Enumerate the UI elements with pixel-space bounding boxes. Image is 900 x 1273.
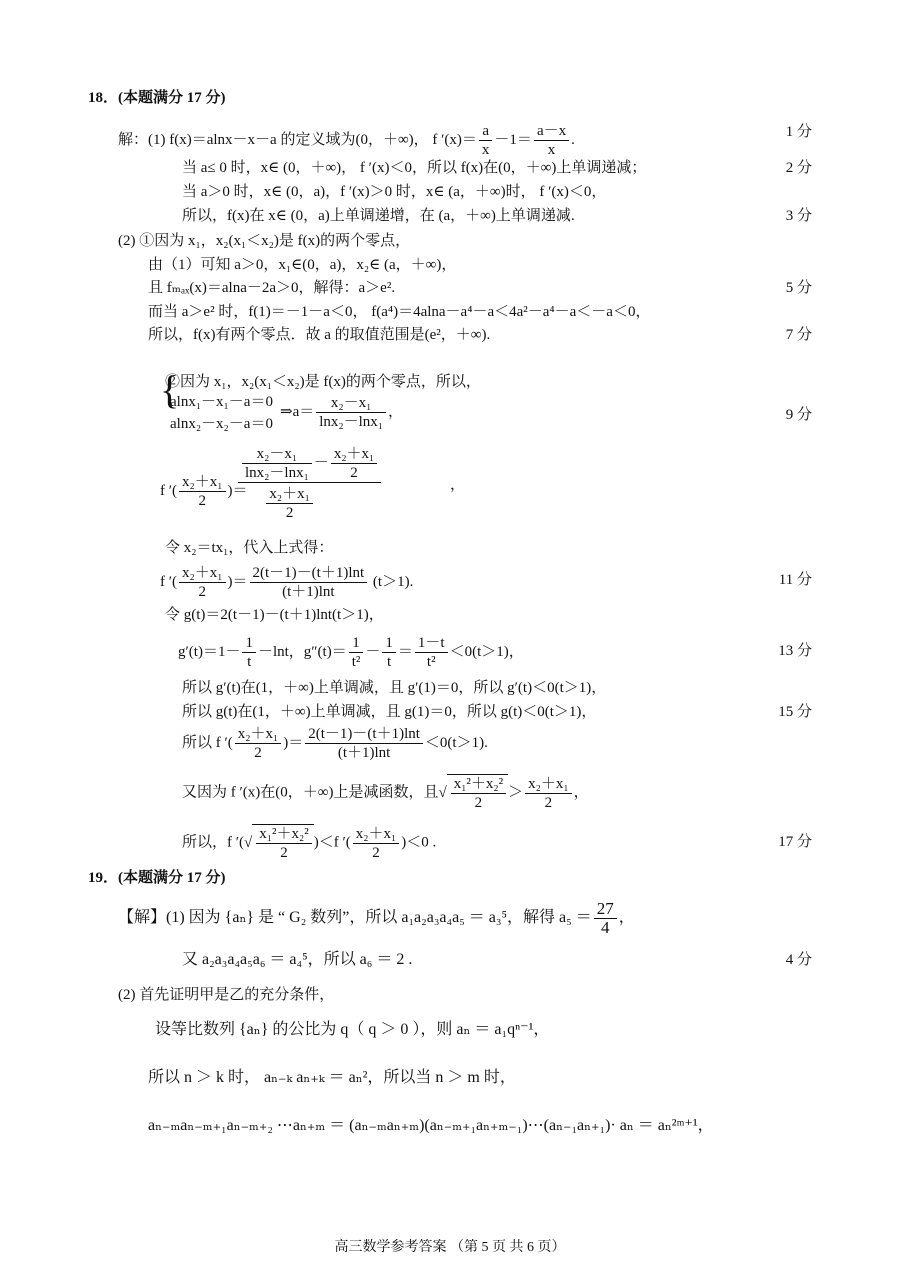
q19-line: (2) 首先证明甲是乙的充分条件， xyxy=(118,987,335,1003)
q18-text: )＜0 . xyxy=(401,834,437,851)
fraction xyxy=(305,725,423,762)
numerator: 1 xyxy=(382,634,396,653)
derivative-expression xyxy=(160,445,466,535)
q18-text: ， xyxy=(388,403,404,420)
numerator: 27 xyxy=(594,900,617,919)
numerator: x₂＋x₁ xyxy=(179,473,225,492)
q18-text: 所以 f ′( xyxy=(182,734,233,751)
q18-line: 当 a＞0 时，x∈ (0，a)，f ′(x)＞0 时，x∈ (a，＋∞)时， f ′(x)＜0， xyxy=(182,184,607,200)
fraction xyxy=(266,485,312,522)
denominator: 2 xyxy=(544,794,553,811)
fraction xyxy=(242,634,256,671)
denominator: 2 xyxy=(280,845,288,861)
fraction xyxy=(525,775,571,812)
q18-line: 由（1）可知 a＞0，x₁∈(0，a)，x₂∈ (a，＋∞)， xyxy=(148,257,457,273)
q18-text: ＝ xyxy=(397,643,413,660)
q18-line: 所以，f(x)在 x∈ (0，a)上单调递增，在 (a，＋∞)上单调递减. xyxy=(182,208,575,224)
q18-text: f ′( xyxy=(160,482,178,499)
numerator: x₂＋x₁ xyxy=(179,564,225,583)
fraction xyxy=(316,394,386,431)
denominator: 2 xyxy=(372,844,380,861)
fraction xyxy=(594,900,617,937)
denominator: 4 xyxy=(600,918,610,937)
page-footer: 高三数学参考答案 （第 5 页 共 6 页） xyxy=(334,1240,566,1255)
q18-line: 令 x₂＝tx₁，代入上式得： xyxy=(165,540,334,556)
denominator: lnx₂－lnx₁ xyxy=(319,414,384,430)
denominator: 2 xyxy=(198,493,207,509)
q18-line: 所以 g′(t)在(1，＋∞)上单调减，且 g′(1)＝0，所以 g′(t)＜0(t＞1)， xyxy=(182,680,607,696)
fraction xyxy=(479,122,493,159)
denominator: (t＋1)lnt xyxy=(282,584,335,600)
q18-part1-line1 xyxy=(118,122,575,159)
q18-line-gprime xyxy=(178,634,524,671)
q18-text: －lnt，g″(t)＝ xyxy=(257,643,347,660)
q18-text: (t＞1). xyxy=(369,573,414,590)
numerator: x₁²＋x₂² xyxy=(451,775,506,794)
denominator: x xyxy=(547,142,556,158)
denominator: t xyxy=(387,654,392,670)
q19-line: aₙ₋ₘaₙ₋ₘ₊₁aₙ₋ₘ₊₂ ⋯aₙ₊ₘ ＝ (aₙ₋ₘaₙ₊ₘ)(aₙ₋ₘ₊₁aₙ₊ₘ₋₁)⋯(aₙ₋₁aₙ₊₁)· aₙ ＝ aₙ²ᵐ⁺¹， xyxy=(148,1117,714,1134)
score-label: 13 分 xyxy=(778,643,812,659)
compound-fraction xyxy=(238,445,381,522)
numerator: 1 xyxy=(242,634,256,653)
q18-text: )＜f ′( xyxy=(313,834,351,851)
score-label: 3 分 xyxy=(785,208,812,224)
q18-line: 所以 g(t)在(1，＋∞)上单调减，且 g(1)＝0，所以 g(t)＜0(t＞1)， xyxy=(182,704,597,720)
score-label: 4 分 xyxy=(785,952,812,968)
denominator: (t＋1)lnt xyxy=(337,745,391,761)
score-label: 7 分 xyxy=(785,327,812,343)
q19-heading: 19．(本题满分 17 分) xyxy=(88,870,226,886)
numerator: x₂＋x₁ xyxy=(331,445,377,464)
score-label: 2 分 xyxy=(785,160,812,176)
q18-text: ⇒a＝ xyxy=(280,403,315,420)
q18-line: 所以，f(x)有两个零点．故 a 的取值范围是(e²，＋∞). xyxy=(148,327,491,343)
q18-line-final xyxy=(182,824,436,862)
q18-text: ＜0(t＞1)， xyxy=(449,643,524,660)
numerator: x₂＋x₁ xyxy=(353,825,399,844)
q18-line-substituted xyxy=(160,564,413,601)
q19-text: ， xyxy=(618,909,635,927)
denominator: 2 xyxy=(474,795,483,811)
numerator: x₂＋x₁ xyxy=(235,725,281,744)
q18-line-inequality xyxy=(182,774,589,812)
fraction xyxy=(256,825,311,862)
q18-text: ， xyxy=(450,477,466,493)
system-eq-1: alnx₁－x₁－a＝0 xyxy=(170,394,273,410)
q18-text: ＞ xyxy=(508,784,524,801)
q19-line: 又 a₂a₃a₄a₅a₆ ＝ a₄⁵，所以 a₆ ＝ 2 . xyxy=(182,951,413,968)
numerator: x₂－x₁ xyxy=(316,394,386,413)
numerator: a xyxy=(479,122,493,141)
q19-text: 【解】(1) 因为 {aₙ} 是 “ G₂ 数列”，所以 a₁a₂a₃a₄a₅ ＝ a₃⁵，解得 a₅ ＝ xyxy=(118,909,592,927)
numerator: 2(t－1)－(t＋1)lnt xyxy=(305,725,423,744)
q18-line-conclusion xyxy=(182,725,488,762)
q18-heading: 18．(本题满分 17 分) xyxy=(88,90,226,106)
q18-line: ②因为 x₁，x₂(x₁＜x₂)是 f(x)的两个零点，所以， xyxy=(165,374,481,390)
denominator: t xyxy=(247,654,252,670)
q18-line: 当 a≤ 0 时，x∈ (0，＋∞)， f ′(x)＜0，所以 f(x)在(0，＋∞)上单调递减； xyxy=(182,160,647,176)
q18-text: )＝ xyxy=(283,734,304,751)
numerator: x₂＋x₁ xyxy=(266,485,312,504)
q18-text: 解：(1) f(x)＝alnx－x－a 的定义域为(0，＋∞)， f ′(x)＝ xyxy=(118,131,477,148)
system-eq-2: alnx₂－x₂－a＝0 xyxy=(170,416,273,432)
denominator: 2 xyxy=(350,465,358,481)
denominator: x xyxy=(481,142,490,158)
denominator: lnx₂－lnx₁ xyxy=(245,465,309,481)
numerator: x₂＋x₁ xyxy=(525,775,571,794)
q18-text: 又因为 f ′(x)在(0，＋∞)上是减函数，且 xyxy=(182,784,439,801)
fraction xyxy=(235,725,281,762)
brace-symbol: { xyxy=(160,367,180,412)
denominator: 2 xyxy=(198,584,207,600)
score-label: 5 分 xyxy=(785,280,812,296)
numerator: 1 xyxy=(349,634,364,653)
fraction xyxy=(242,445,312,482)
q18-text: f ′( xyxy=(160,573,178,590)
score-label: 11 分 xyxy=(778,572,812,588)
q18-line: 而当 a＞e² 时，f(1)＝－1－a＜0， f(a⁴)＝4alna－a⁴－a＜4a²－a⁴－a＜－a＜0， xyxy=(148,304,651,320)
q18-line: 令 g(t)＝2(t－1)－(t＋1)lnt(t＞1)， xyxy=(165,607,384,623)
q18-text: )＝ xyxy=(227,573,248,590)
numerator: x₁²＋x₂² xyxy=(256,825,311,844)
q18-text: － xyxy=(365,643,381,660)
fraction xyxy=(179,564,225,601)
q19-line: 所以 n ＞ k 时， aₙ₋ₖ aₙ₊ₖ ＝ aₙ²，所以当 n ＞ m 时， xyxy=(148,1069,516,1086)
q18-line: 且 fₘₐₓ(x)＝alna－2a＞0，解得：a＞e². xyxy=(148,280,396,296)
fraction xyxy=(415,634,448,671)
sqrt-expression: √ $\frac{\text{x₁²＋x₂²}}{2}$ xyxy=(244,824,314,862)
score-label: 15 分 xyxy=(778,704,812,720)
fraction xyxy=(250,564,368,601)
fraction xyxy=(179,473,225,510)
fraction xyxy=(382,634,396,671)
fraction xyxy=(331,445,377,482)
system-result xyxy=(280,394,403,431)
fraction xyxy=(534,122,569,159)
score-label: 1 分 xyxy=(785,124,812,140)
q18-text: －1＝ xyxy=(494,131,532,148)
q18-text: － xyxy=(313,454,329,471)
denominator: t² xyxy=(426,654,436,670)
sqrt-expression: √ $\frac{\text{x₁²＋x₂²}}{2}$ xyxy=(438,774,508,812)
numerator: a－x xyxy=(534,122,569,141)
denominator: 2 xyxy=(285,505,294,521)
q19-part1-line1 xyxy=(118,900,635,937)
numerator: x₂－x₁ xyxy=(242,445,312,464)
q18-text: . xyxy=(571,131,575,148)
denominator: 2 xyxy=(254,745,262,761)
q18-text: ＜0(t＞1). xyxy=(424,734,488,751)
q18-text: )＝ xyxy=(227,482,248,499)
score-label: 17 分 xyxy=(778,834,812,850)
q18-text: ， xyxy=(573,784,589,801)
score-label: 9 分 xyxy=(785,407,812,423)
numerator: 1－t xyxy=(415,634,448,653)
numerator: 2(t－1)－(t＋1)lnt xyxy=(250,564,368,583)
fraction xyxy=(353,825,399,862)
fraction xyxy=(451,775,506,812)
q18-text: 所以，f ′( xyxy=(182,834,245,851)
denominator: t² xyxy=(351,654,361,670)
q18-line: (2) ①因为 x₁，x₂(x₁＜x₂)是 f(x)的两个零点， xyxy=(118,233,411,249)
q18-text: g′(t)＝1－ xyxy=(178,643,241,660)
q19-line: 设等比数列 {aₙ} 的公比为 q（ q ＞ 0 ），则 aₙ ＝ a₁qⁿ⁻¹， xyxy=(155,1021,550,1038)
fraction xyxy=(349,634,364,671)
